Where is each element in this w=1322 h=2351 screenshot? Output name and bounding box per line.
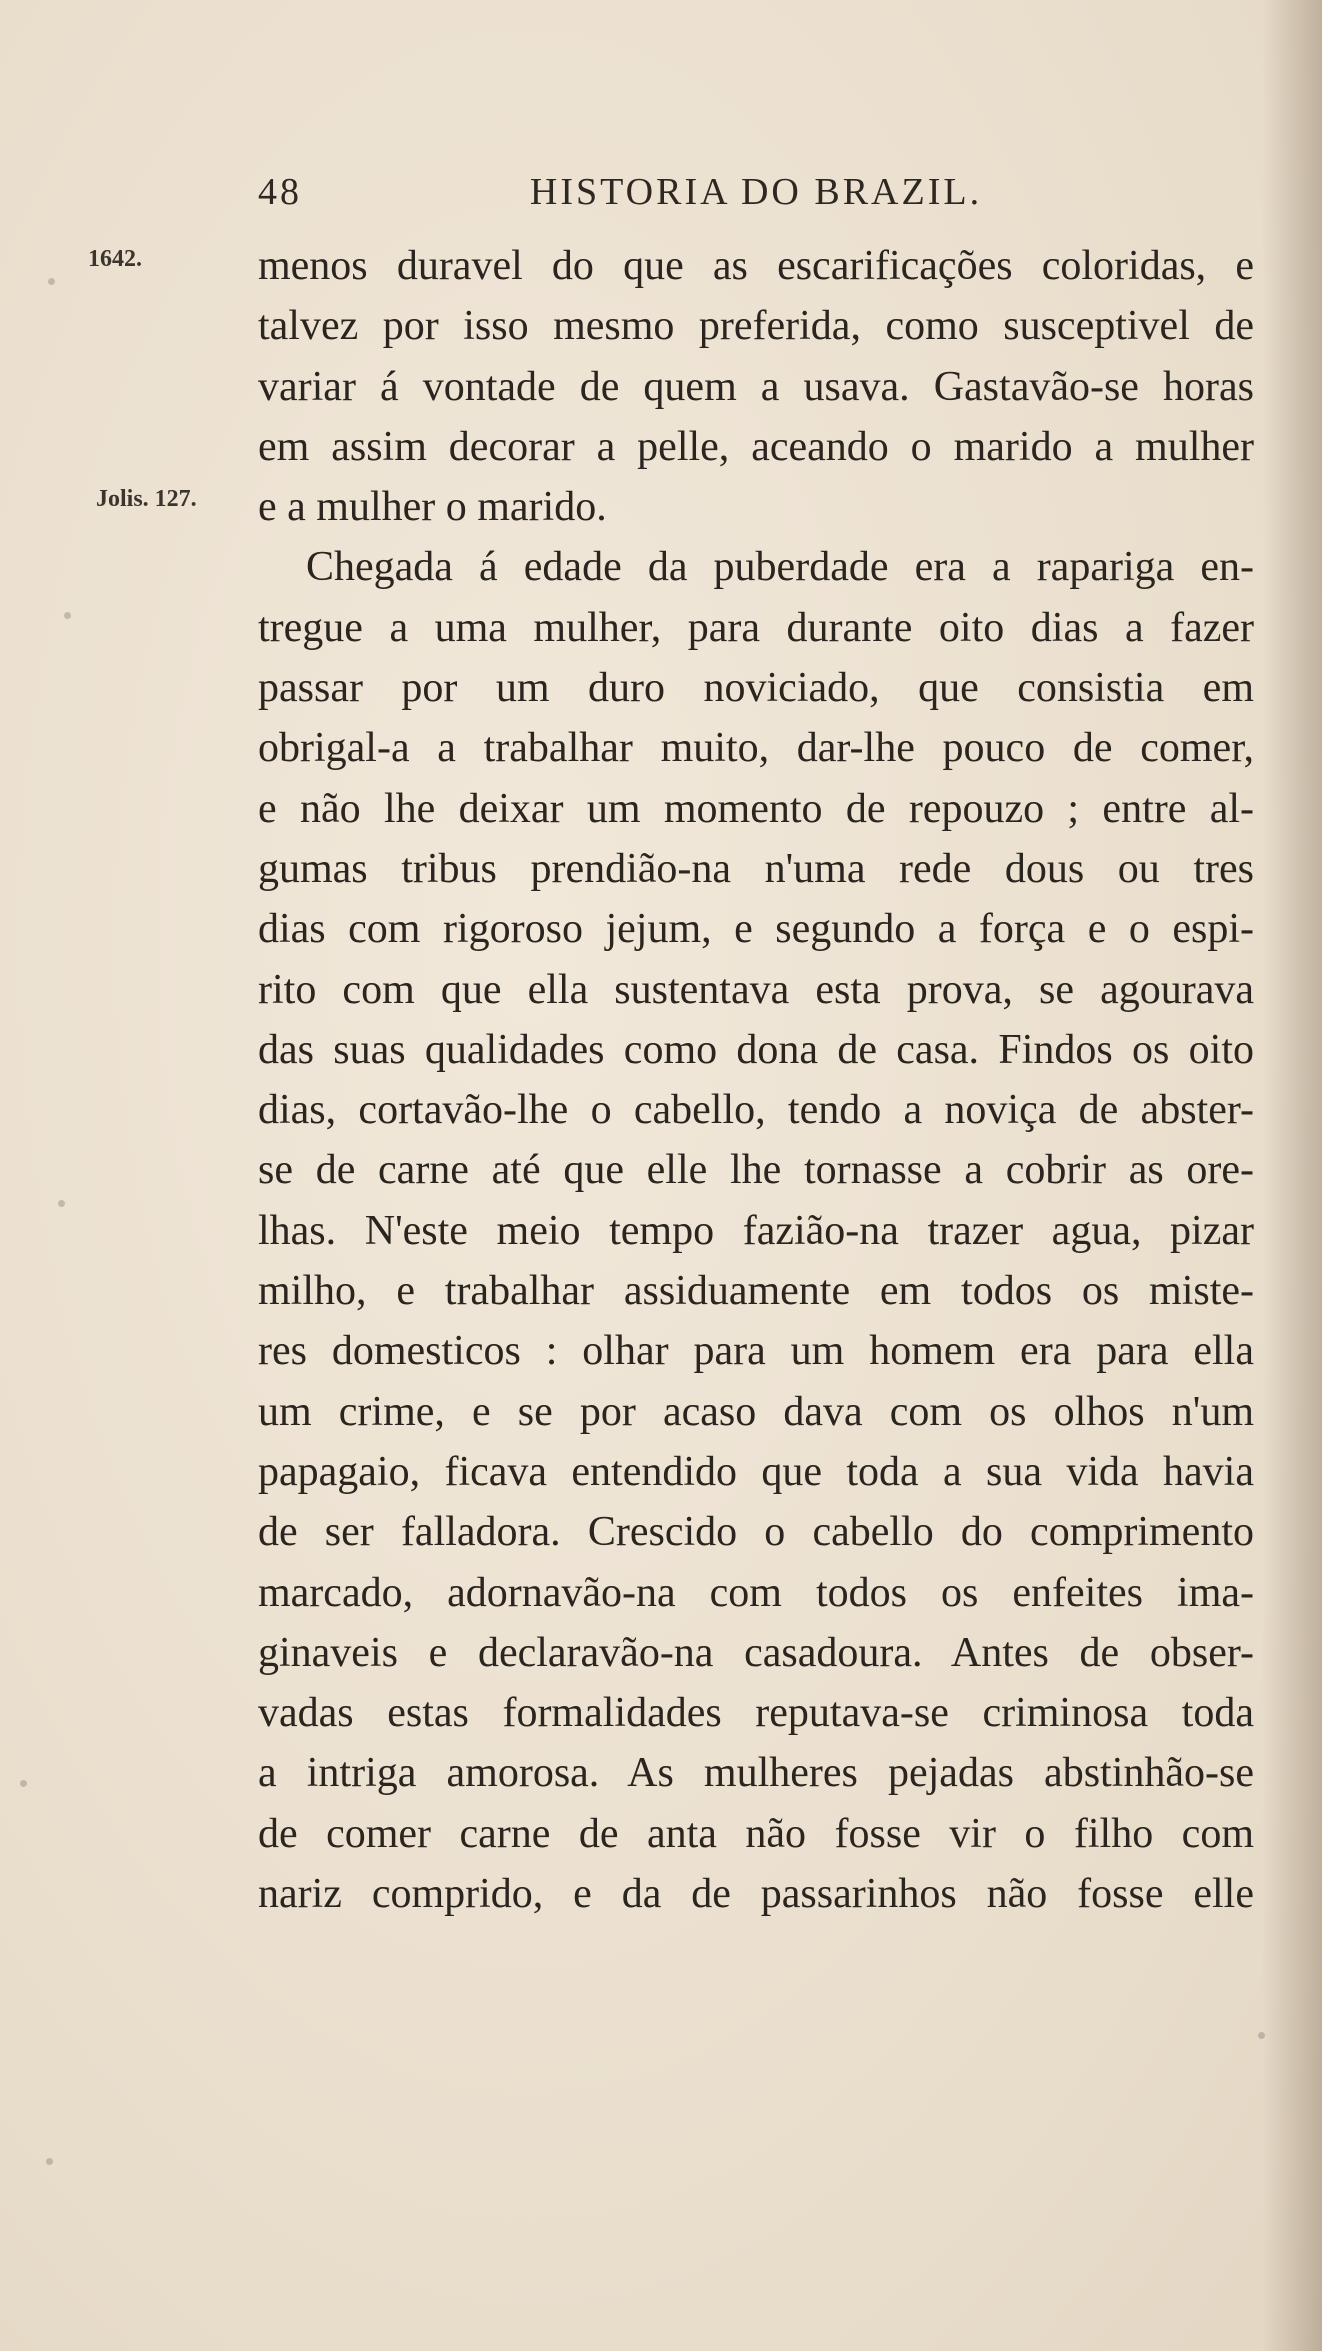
text-line: de ser falladora. Crescido o cabello do comprimento: [258, 1509, 1254, 1556]
paper-speck: [58, 1200, 65, 1207]
text-line: rito com que ella sustentava esta prova, se agourava: [258, 966, 1254, 1013]
text-line: de comer carne de anta não fosse vir o filho com: [258, 1810, 1254, 1857]
text-line: variar á vontade de quem a usava. Gastavão-se horas: [258, 363, 1254, 410]
paper-speck: [20, 1780, 27, 1787]
text-line: lhas. N'este meio tempo fazião-na trazer agua, pizar: [258, 1207, 1254, 1254]
text-line: um crime, e se por acaso dava com os olhos n'um: [258, 1388, 1254, 1435]
paper-speck: [46, 2158, 53, 2165]
text-line: vadas estas formalidades reputava-se criminosa toda: [258, 1690, 1254, 1737]
text-line: menos duravel do que as escarificações coloridas, e: [258, 243, 1254, 289]
text-line: Chegada á edade da puberdade era a rapariga en-: [306, 544, 1254, 591]
text-line: milho, e trabalhar assiduamente em todos os miste-: [258, 1268, 1254, 1315]
margin-note-reference: Jolis. 127.: [96, 486, 197, 512]
page-number: 48: [258, 171, 302, 213]
text-line: res domesticos : olhar para um homem era para ella: [258, 1328, 1254, 1375]
text-line: dias com rigoroso jejum, e segundo a força e o espi-: [258, 906, 1254, 953]
text-line: e não lhe deixar um momento de repouzo ; entre al-: [258, 785, 1254, 832]
text-line: em assim decorar a pelle, aceando o marido a mulher: [258, 423, 1254, 470]
text-line: talvez por isso mesmo preferida, como susceptivel de: [258, 303, 1254, 350]
text-line: papagaio, ficava entendido que toda a sua vida havia: [258, 1448, 1254, 1495]
text-line: e a mulher o marido.: [258, 484, 607, 531]
running-header: [258, 170, 1254, 218]
text-line: nariz comprido, e da de passarinhos não fosse elle: [258, 1871, 1254, 1918]
text-line: dias, cortavão-lhe o cabello, tendo a noviça de abster-: [258, 1087, 1254, 1134]
text-line: obrigal-a a trabalhar muito, dar-lhe pouco de comer,: [258, 725, 1254, 772]
text-line: a intriga amorosa. As mulheres pejadas abstinhão-se: [258, 1750, 1254, 1797]
text-line: se de carne até que elle lhe tornasse a cobrir as ore-: [258, 1147, 1254, 1194]
text-line: passar por um duro noviciado, que consistia em: [258, 665, 1254, 712]
page-edge-shadow: [1262, 0, 1322, 2351]
text-line: gumas tribus prendião-na n'uma rede dous ou tres: [258, 845, 1254, 892]
text-line: das suas qualidades como dona de casa. Findos os oito: [258, 1026, 1254, 1073]
paper-speck: [1258, 2032, 1265, 2039]
text-line: tregue a uma mulher, para durante oito dias a fazer: [258, 604, 1254, 651]
book-title: HISTORIA DO BRAZIL.: [529, 171, 983, 213]
text-line: marcado, adornavão-na com todos os enfeites ima-: [258, 1569, 1254, 1616]
text-line: ginaveis e declaravão-na casadoura. Antes de obser-: [258, 1629, 1254, 1676]
paper-speck: [48, 278, 55, 285]
paper-speck: [64, 612, 71, 619]
margin-note-year: 1642.: [88, 246, 142, 272]
body-text: [258, 236, 1254, 1924]
